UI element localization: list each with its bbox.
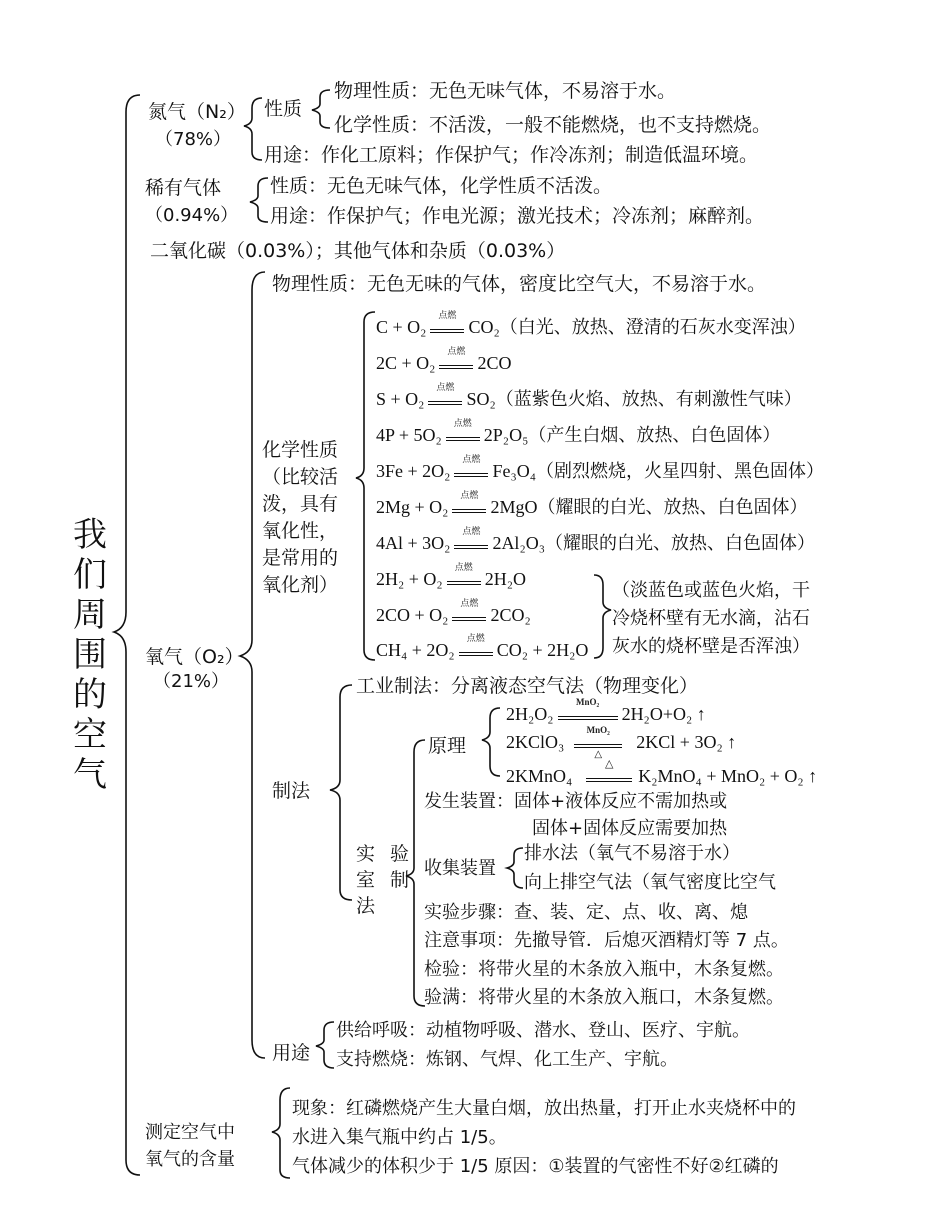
lab-label-2: 验 — [390, 843, 410, 865]
reaction-row: 4Al + 3O₂ 点燃 2Al₂O₃（耀眼的白光、放热、白色固体） — [376, 526, 815, 554]
oxygen-name: 氧气（O₂） — [145, 646, 244, 668]
lab-label-1: 实 — [356, 843, 376, 865]
rare-gas-percent: （0.94%） — [145, 205, 239, 226]
nitrogen-chemical: 化学性质：不活泼，一般不能燃烧，也不支持燃烧。 — [334, 114, 772, 136]
collect-1: 排水法（氧气不易溶于水） — [524, 843, 740, 864]
reaction-row: 2H₂ + O₂ 点燃 2H₂O — [376, 562, 526, 589]
oxygen-chem-label-5: 是常用的 — [262, 547, 339, 569]
measure-line-3: 气体减少的体积少于 1/5 原因：①装置的气密性不好②红磷的 — [292, 1156, 779, 1177]
nitrogen-use: 用途：作化工原料；作保护气；作冷冻剂；制造低温环境。 — [264, 144, 759, 166]
measure-line-2: 水进入集气瓶中约占 1/5。 — [292, 1127, 507, 1148]
steps: 实验步骤：查、装、定、点、收、离、熄 — [424, 902, 748, 923]
group-note-2: 冷烧杯壁有无水滴，沾石 — [612, 608, 810, 629]
oxygen-chem-label-1: 化学性质 — [262, 439, 339, 461]
oxygen-use-2: 支持燃烧：炼钢、气焊、化工生产、宇航。 — [336, 1049, 678, 1070]
measure-label-2: 氧气的含量 — [145, 1149, 235, 1170]
lab-label-3: 室 — [356, 869, 376, 891]
rare-gas-name: 稀有气体 — [145, 177, 222, 199]
rare-gas-use: 用途：作保护气；作电光源；激光技术；冷冻剂；麻醉剂。 — [270, 205, 765, 227]
lab-reaction-row: 2H₂O₂ MnO₂ 2H₂O+O₂ ↑ — [506, 697, 706, 724]
reaction-row: 2Mg + O₂ 点燃 2MgO（耀眼的白光、放热、白色固体） — [376, 490, 808, 518]
reaction-row: 2C + O₂ 点燃 2CO — [376, 346, 512, 373]
lab-reaction-row: 2KClO₃ MnO₂ △ 2KCl + 3O₂ ↑ — [506, 725, 737, 760]
reaction-row: CH₄ + 2O₂ 点燃 CO₂ + 2H₂O — [376, 633, 589, 660]
reaction-row: 4P + 5O₂ 点燃 2P₂O₅（产生白烟、放热、白色固体） — [376, 418, 781, 446]
lab-reaction-row: 2KMnO₄ △ K₂MnO₄ + MnO₂ + O₂ ↑ — [506, 758, 818, 786]
oxygen-chem-label-2: （比较活 — [262, 466, 339, 488]
lab-label-4: 制 — [390, 869, 410, 891]
oxygen-chem-label-3: 泼，具有 — [262, 493, 339, 515]
oxygen-chem-label-6: 氧化剂） — [262, 574, 339, 596]
test: 检验：将带火星的木条放入瓶中，木条复燃。 — [424, 959, 784, 980]
measure-label-1: 测定空气中 — [145, 1122, 235, 1143]
rare-gas-property: 性质：无色无味气体，化学性质不活泼。 — [270, 175, 613, 197]
reaction-row: 2CO + O₂ 点燃 2CO₂ — [376, 598, 531, 625]
apparatus-2: 固体+固体反应需要加热 — [532, 818, 728, 839]
principle-label: 原理 — [428, 735, 467, 757]
collect-label: 收集装置 — [424, 858, 496, 879]
reaction-row: S + O₂ 点燃 SO₂（蓝紫色火焰、放热、有刺激性气味） — [376, 382, 802, 410]
co2-line: 二氧化碳（0.03%）；其他气体和杂质（0.03%） — [150, 240, 566, 262]
full-check: 验满：将带火星的木条放入瓶口，木条复燃。 — [424, 987, 784, 1008]
lab-label-5: 法 — [356, 895, 376, 917]
collect-2: 向上排空气法（氧气密度比空气 — [524, 872, 776, 893]
nitrogen-percent: （78%） — [155, 129, 232, 150]
nitrogen-name: 氮气（N₂） — [148, 101, 246, 123]
oxygen-use-1: 供给呼吸：动植物呼吸、潜水、登山、医疗、宇航。 — [336, 1020, 750, 1041]
group-note-3: 灰水的烧杯壁是否浑浊） — [612, 636, 810, 657]
oxygen-percent: （21%） — [153, 671, 230, 692]
oxygen-physical: 物理性质：无色无味的气体，密度比空气大，不易溶于水。 — [272, 273, 767, 295]
group-note-1: （淡蓝色或蓝色火焰，干 — [612, 580, 810, 601]
reaction-row: 3Fe + 2O₂ 点燃 Fe₃O₄（剧烈燃烧，火星四射、黑色固体） — [376, 454, 824, 482]
reaction-row: C + O₂ 点燃 CO₂（白光、放热、澄清的石灰水变浑浊） — [376, 310, 806, 338]
prep-label: 制法 — [272, 780, 311, 802]
measure-line-1: 现象：红磷燃烧产生大量白烟，放出热量，打开止水夹烧杯中的 — [292, 1098, 796, 1119]
oxygen-chem-label-4: 氧化性， — [262, 520, 339, 542]
apparatus-1: 发生装置：固体+液体反应不需加热或 — [424, 791, 728, 812]
nitrogen-physical: 物理性质：无色无味气体，不易溶于水。 — [334, 80, 677, 102]
industrial-method: 工业制法：分离液态空气法（物理变化） — [356, 675, 699, 697]
nitrogen-property-label: 性质 — [264, 98, 303, 120]
notes: 注意事项：先撤导管．后熄灭酒精灯等 7 点。 — [424, 930, 789, 951]
oxygen-use-label: 用途 — [272, 1042, 311, 1064]
page-title: 我们周围的空气 — [73, 515, 107, 795]
